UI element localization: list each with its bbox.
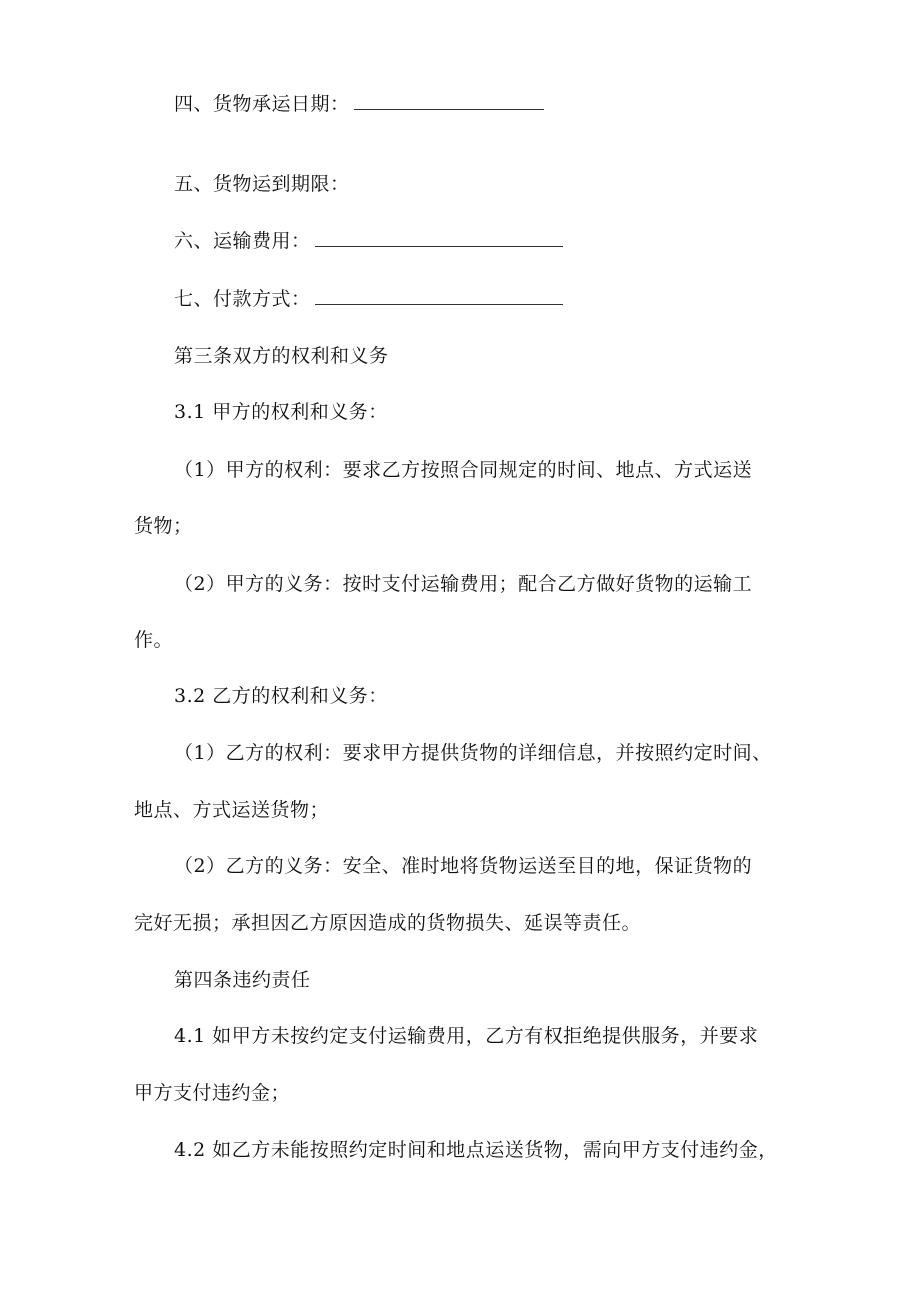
section-4-1-line1: 4.1 如甲方未按约定支付运输费用，乙方有权拒绝提供服务，并要求 [174, 1025, 759, 1047]
section-3-2-heading: 3.2 乙方的权利和义务： [174, 685, 388, 707]
field-payment-method [174, 285, 563, 313]
section-3-1-p1-line1: （1）甲方的权利：要求乙方按照合同规定的时间、地点、方式运送 [174, 459, 753, 481]
field-cargo-date-label: 四、货物承运日期： [174, 93, 350, 115]
article4-heading: 第四条违约责任 [174, 969, 311, 991]
article3-heading: 第三条双方的权利和义务 [174, 345, 389, 367]
field-transport-fee-blank[interactable] [315, 230, 563, 247]
field-transport-fee-label: 六、运输费用： [174, 230, 311, 252]
field-payment-method-blank[interactable] [315, 288, 563, 305]
section-4-2-line1: 4.2 如乙方未能按照约定时间和地点运送货物，需向甲方支付违约金， [174, 1139, 778, 1161]
section-3-1-p2-line2: 作。 [134, 629, 174, 651]
section-3-1-heading: 3.1 甲方的权利和义务： [174, 401, 388, 423]
field-transport-fee [174, 227, 563, 255]
field-cargo-date [174, 90, 544, 118]
section-3-2-p2-line2: 完好无损；承担因乙方原因造成的货物损失、延误等责任。 [134, 912, 642, 934]
section-3-2-p1-line2: 地点、方式运送货物； [134, 799, 330, 821]
section-3-2-p1-line1: （1）乙方的权利：要求甲方提供货物的详细信息，并按照约定时间、 [174, 742, 772, 764]
section-3-1-p1-line2: 货物； [134, 515, 193, 537]
section-4-1-line2: 甲方支付违约金； [134, 1082, 291, 1104]
section-3-2-p2-line1: （2）乙方的义务：安全、准时地将货物运送至目的地，保证货物的 [174, 855, 753, 877]
section-3-1-p2-line1: （2）甲方的义务：按时支付运输费用；配合乙方做好货物的运输工 [174, 573, 753, 595]
field-payment-method-label: 七、付款方式： [174, 288, 311, 310]
field-delivery-term-label: 五、货物运到期限： [174, 173, 350, 195]
field-delivery-term [174, 170, 350, 198]
field-cargo-date-blank[interactable] [354, 93, 544, 110]
